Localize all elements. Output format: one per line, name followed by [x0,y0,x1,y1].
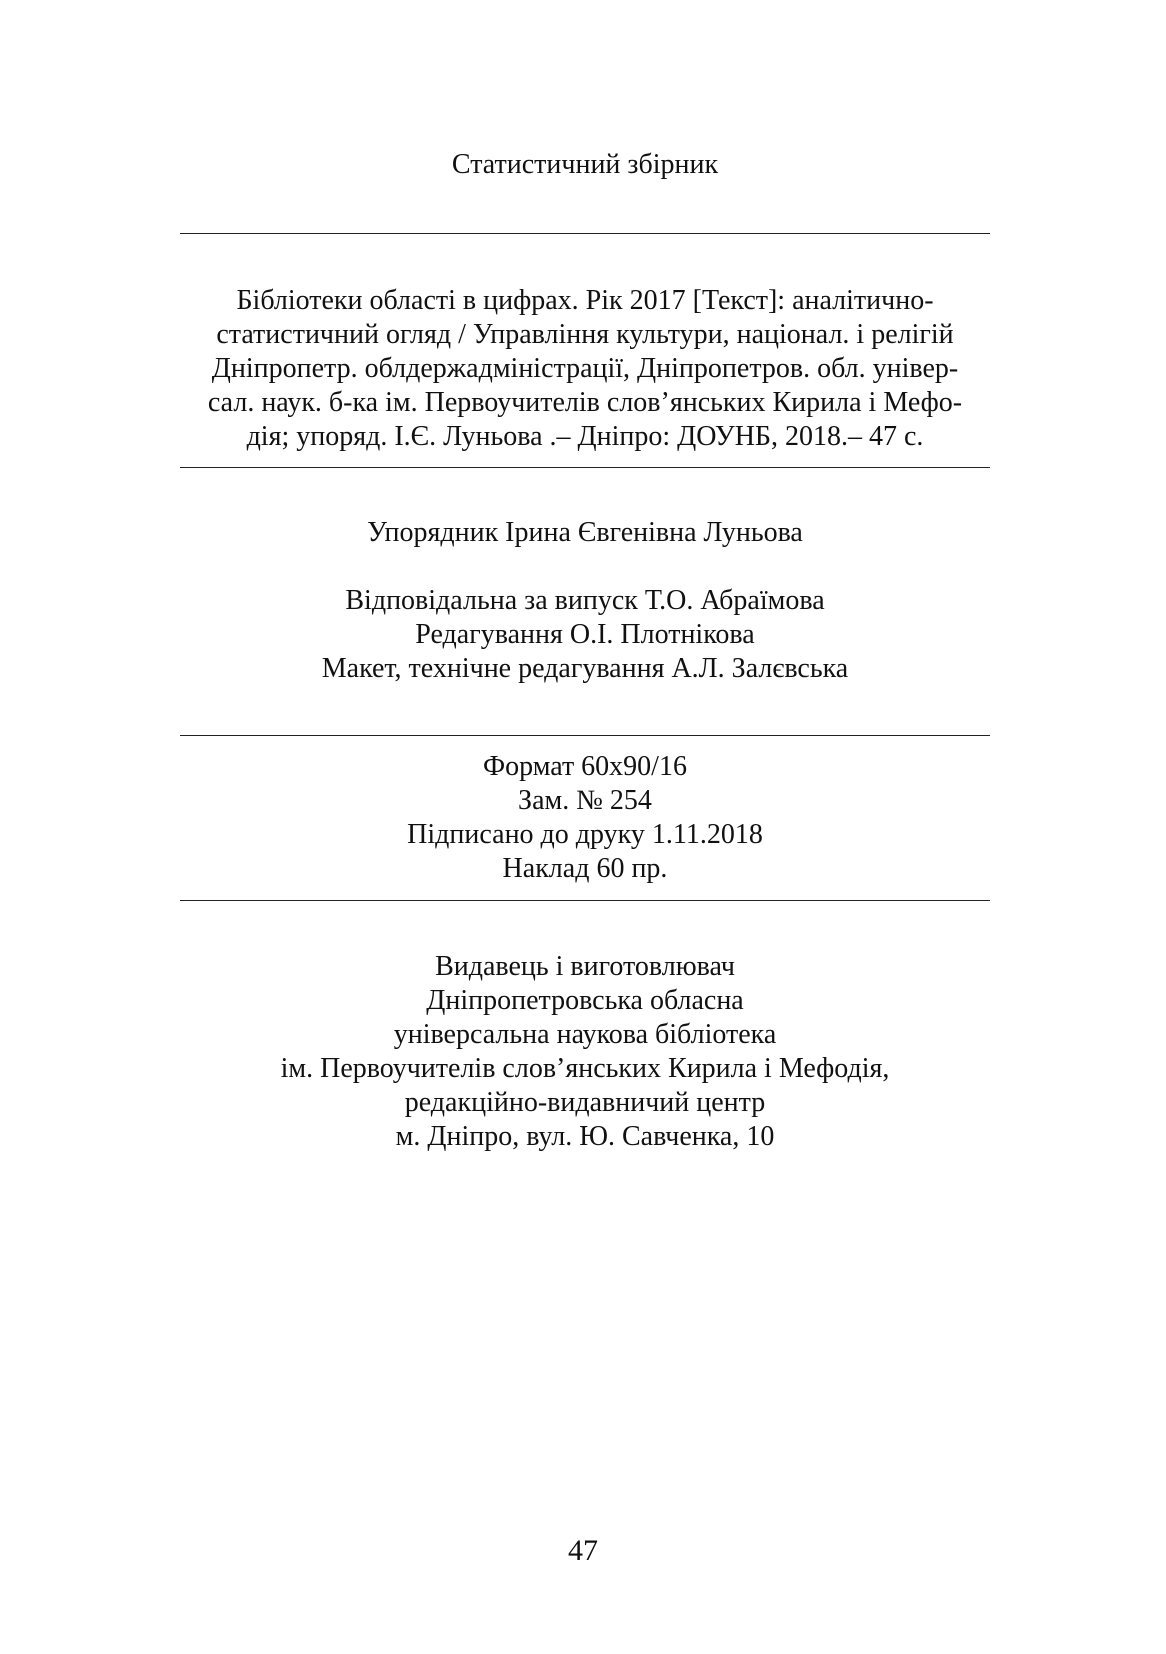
page-number: 47 [568,1534,598,1567]
collection-title-text: Статистичний збірник [451,149,719,180]
publisher-line: м. Дніпро, вул. Ю. Савченка, 10 [395,1121,775,1152]
divider-3 [180,735,990,736]
responsible-credit: Відповідальна за випуск Т.О. Абраїмова [345,585,825,616]
divider-2 [180,467,990,468]
publisher-line: Видавець і виготовлювач [435,951,735,982]
bibliography-line: сал. наук. б-ка ім. Первоучителів слов’янських Кирила і Мефо- [207,387,963,418]
publisher-line: редакційно-видавничий центр [404,1087,766,1118]
editing-credit: Редагування О.І. Плотнікова [415,619,755,650]
signed-info: Підписано до друку 1.11.2018 [407,819,763,850]
order-info: Зам. № 254 [518,785,652,816]
bibliographic-record [180,284,990,454]
divider-1 [180,233,990,234]
bibliography-line: Бібліотеки області в цифрах. Рік 2017 [Текст]: аналітично- [236,285,934,316]
divider-4 [180,900,990,901]
layout-credit: Макет, технічне редагування А.Л. Залєвська [321,653,849,684]
publisher-block [180,950,990,1154]
format-info: Формат 60х90/16 [483,751,687,782]
copies-info: Наклад 60 пр. [502,853,668,884]
publisher-line: Дніпропетровська обласна [426,985,744,1016]
bibliography-line: дія; упоряд. І.Є. Луньова .– Дніпро: ДОУНБ, 2018.– 47 с. [246,421,924,452]
credits-block [180,516,990,686]
bibliography-line: статистичний огляд / Управління культури, націонал. і релігій [216,319,954,350]
bibliography-line: Дніпропетр. облдержадміністрації, Дніпропетров. обл. універ- [211,353,959,384]
publisher-line: універсальна наукова бібліотека [393,1019,777,1050]
compiler-credit: Упорядник Ірина Євгенівна Луньова [367,517,803,548]
collection-title [180,148,990,182]
publisher-line: ім. Первоучителів слов’янських Кирила і Мефодія, [280,1053,890,1084]
print-info-block [180,750,990,886]
